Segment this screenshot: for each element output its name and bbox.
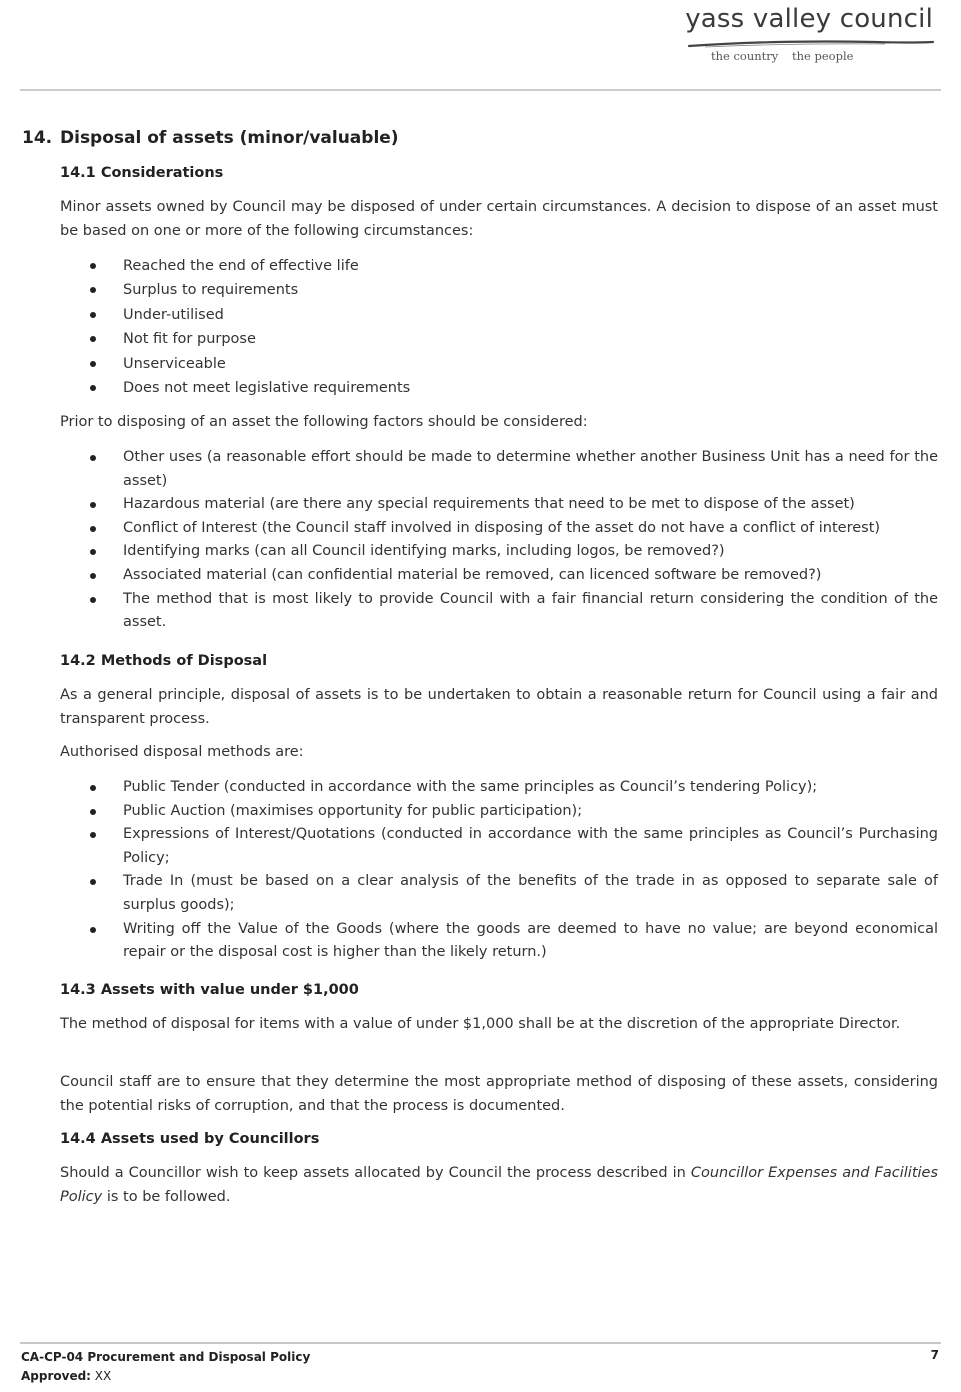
methods-list [60, 776, 938, 965]
list-item: Not fit for purpose [60, 327, 938, 351]
policy-reference: Councillor Expenses and Facilities Policy [60, 1165, 939, 1205]
methods-intro: As a general principle, disposal of assets is to be undertaken to obtain a reasonable return for Council using a fair and transparent process. [60, 687, 938, 727]
list-item: Identifying marks (can all Council identifying marks, including logos, be removed?) [60, 540, 938, 564]
considerations-intro: Minor assets owned by Council may be disposed of under certain circumstances. A decision to dispose of an asset must be based on one or more of the following circumstances: [60, 199, 938, 239]
factors-list [60, 446, 938, 635]
circumstances-list [60, 254, 938, 400]
page-number: 7 [930, 1348, 939, 1362]
section-heading [22, 128, 399, 148]
council-logo [685, 4, 935, 68]
logo-tag-country: the country [711, 49, 779, 63]
factors-intro: Prior to disposing of an asset the following factors should be considered: [60, 414, 588, 430]
list-item: Expressions of Interest/Quotations (conducted in accordance with the same principles as Council’s Purchasing Policy; [60, 823, 938, 870]
under-1000-para-1: The method of disposal for items with a value of under $1,000 shall be at the discretion of the appropriate Director. [60, 1016, 901, 1032]
list-item: Conflict of Interest (the Council staff involved in disposing of the asset do not have a conflict of interest) [60, 517, 938, 541]
list-item: Other uses (a reasonable effort should be made to determine whether another Business Unit has a need for the asset) [60, 446, 938, 493]
list-item: The method that is most likely to provide Council with a fair financial return considering the condition of the asset. [60, 588, 938, 635]
footer-divider [20, 1342, 941, 1344]
subheading-considerations: 14.1 Considerations [60, 165, 224, 181]
logo-tag-people: the people [792, 49, 854, 63]
subheading-councillors: 14.4 Assets used by Councillors [60, 1131, 320, 1147]
footer-approved-value: XX [90, 1369, 112, 1383]
section-title: Disposal of assets (minor/valuable) [60, 128, 399, 148]
list-item: Hazardous material (are there any special requirements that need to be met to dispose of the asset) [60, 493, 938, 517]
subheading-under-1000: 14.3 Assets with value under $1,000 [60, 982, 359, 998]
councillors-para: Should a Councillor wish to keep assets allocated by Council the process described in Councillor Expenses and Facilities Policy is to be followed. [60, 1165, 939, 1205]
list-item: Surplus to requirements [60, 278, 938, 302]
list-item: Writing off the Value of the Goods (where the goods are deemed to have no value; are beyond economical repair or the disposal cost is higher than the likely return.) [60, 918, 938, 965]
subheading-methods: 14.2 Methods of Disposal [60, 653, 268, 669]
list-item: Associated material (can confidential material be removed, can licenced software be removed?) [60, 564, 938, 588]
footer-doc-ref: CA-CP-04 Procurement and Disposal Policy [21, 1350, 311, 1364]
header-divider [20, 89, 941, 91]
list-item: Unserviceable [60, 352, 938, 376]
methods-list-intro: Authorised disposal methods are: [60, 744, 304, 760]
list-item: Trade In (must be based on a clear analysis of the benefits of the trade in as opposed to separate sale of surplus goods); [60, 870, 938, 917]
list-item: Public Auction (maximises opportunity for public participation); [60, 800, 938, 824]
section-number: 14. [22, 128, 53, 148]
footer-approved-label: Approved: [21, 1369, 91, 1383]
list-item: Does not meet legislative requirements [60, 376, 938, 400]
list-item: Reached the end of effective life [60, 254, 938, 278]
footer-info [21, 1348, 310, 1386]
list-item: Under-utilised [60, 303, 938, 327]
list-item: Public Tender (conducted in accordance with the same principles as Council’s tendering Policy); [60, 776, 938, 800]
under-1000-para-2: Council staff are to ensure that they determine the most appropriate method of disposing of these assets, considering the potential risks of corruption, and that the process is documented. [60, 1074, 938, 1114]
logo-text: yass valley council [685, 4, 933, 34]
